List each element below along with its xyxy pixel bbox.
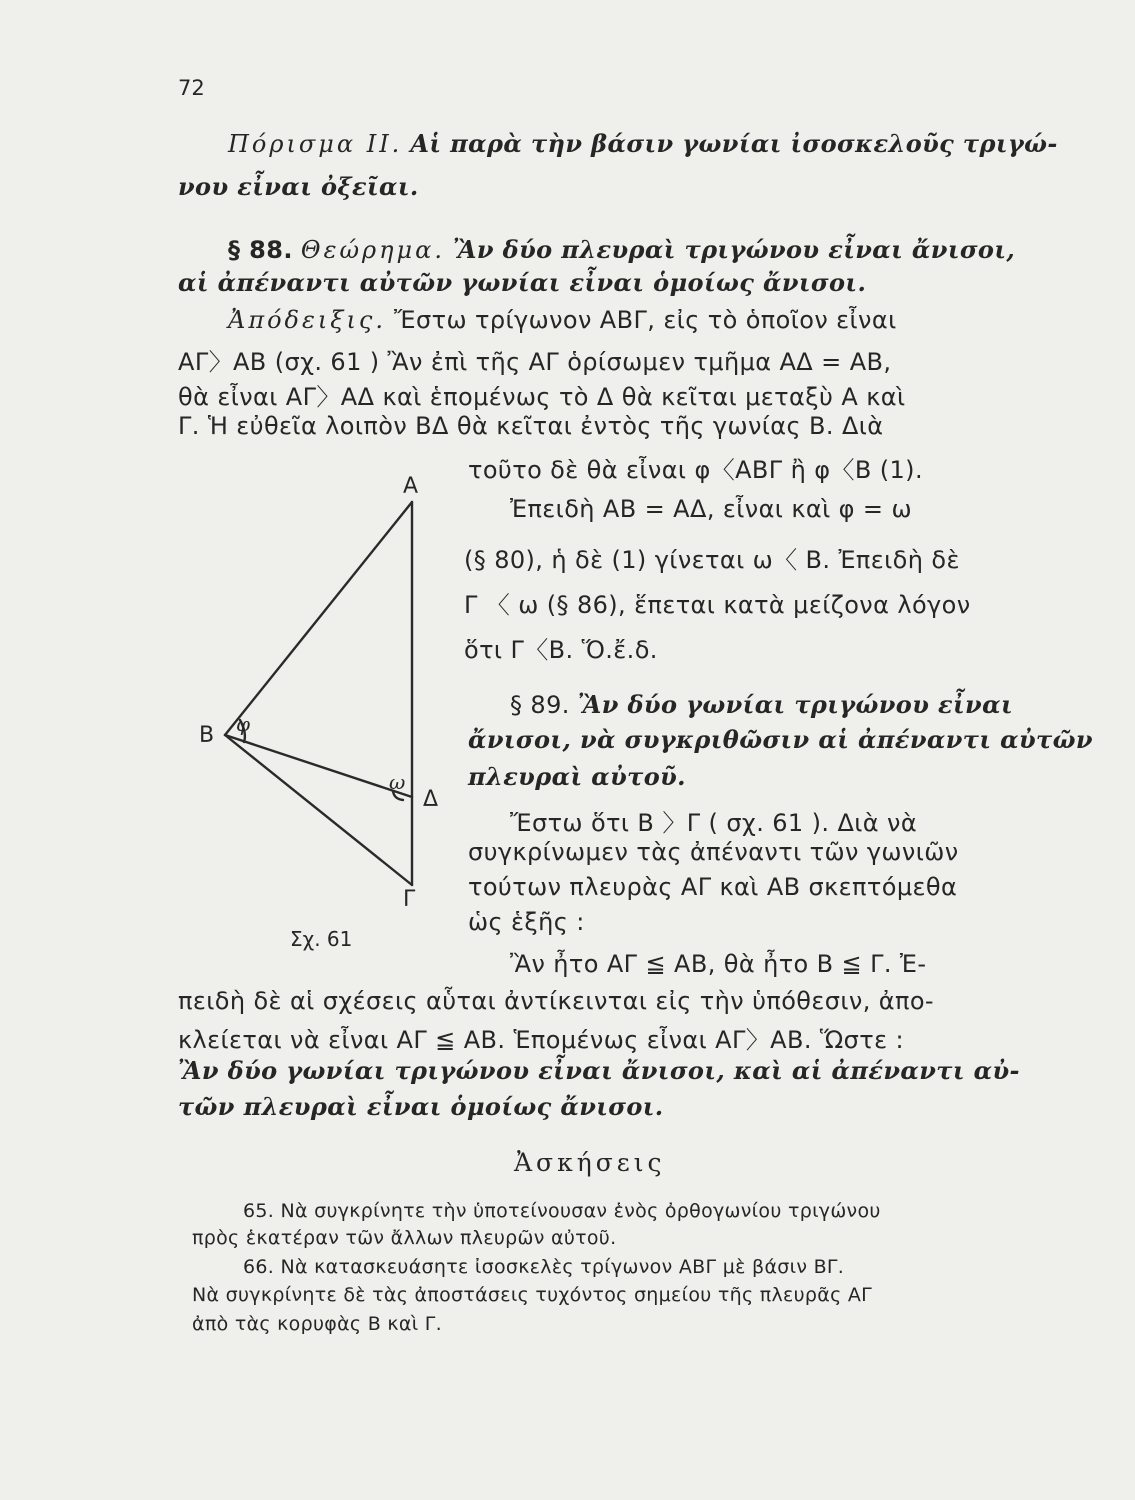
side-bg — [225, 735, 412, 885]
section-89-para-2: συγκρίνωμεν τὰς ἀπέναντι τῶν γωνιῶν — [468, 838, 959, 866]
proof-line-8: Γ 〈 ω (§ 86), ἕπεται κατὰ μείζονα λόγον — [464, 591, 971, 619]
section-89-para-5: Ἂν ἦτο ΑΓ ≦ ΑΒ, θὰ ἦτο Β ≦ Γ. Ἐ- — [510, 950, 927, 978]
section-89-para-1: Ἔστω ὅτι Β 〉Γ ( σχ. 61 ). Διὰ νὰ — [510, 809, 918, 837]
section-89-text: Ἂν δύο γωνίαι τριγώνου εἶναι — [577, 690, 1013, 719]
figure-caption: Σχ. 61 — [290, 927, 353, 951]
proof-line-2: ΑΓ〉ΑΒ (σχ. 61 ) Ἂν ἐπὶ τῆς ΑΓ ὁρίσωμεν τμῆμα ΑΔ = ΑΒ, — [178, 348, 892, 376]
section-89-para-6: πειδὴ δὲ αἱ σχέσεις αὗται ἀντίκεινται εἰς τὴν ὑπόθεσιν, ἀπο- — [178, 987, 934, 1015]
page-number: 72 — [178, 76, 205, 100]
section-89-line-3: πλευραὶ αὐτοῦ. — [468, 762, 686, 791]
segment-bd — [225, 735, 412, 797]
conclusion-line-2: τῶν πλευραὶ εἶναι ὁμοίως ἄνισοι. — [178, 1092, 664, 1121]
section-89-para-3: τούτων πλευρὰς ΑΓ καὶ ΑΒ σκεπτόμεθα — [468, 873, 958, 901]
section-89-number: § 89. — [510, 691, 570, 719]
proof-line-7: (§ 80), ἡ δὲ (1) γίνεται ω〈 Β. Ἐπειδὴ δὲ — [464, 546, 960, 574]
proof-line-4: Γ. Ἡ εὐθεῖα λοιπὸν ΒΔ θὰ κεῖται ἐντὸς τῆς γωνίας Β. Διὰ — [178, 412, 884, 440]
proof-line-3: θὰ εἶναι ΑΓ〉ΑΔ καὶ ἑπομένως τὸ Δ θὰ κεῖται μεταξὺ Α καὶ — [178, 383, 906, 411]
exercise-66-line-3: ἀπὸ τὰς κορυφὰς Β καὶ Γ. — [192, 1313, 442, 1335]
section-89-para-4: ὡς ἑξῆς : — [468, 908, 585, 936]
label-d: Δ — [423, 787, 439, 812]
porisma-text: Αἱ παρὰ τὴν βάσιν γωνίαι ἰσοσκελοῦς τριγώ- — [410, 129, 1058, 158]
porisma-label: Πόρισμα ΙΙ. — [228, 130, 403, 158]
porisma-line-2: νου εἶναι ὀξεῖαι. — [178, 172, 419, 201]
proof-line-6: Ἐπειδὴ ΑΒ = ΑΔ, εἶναι καὶ φ = ω — [510, 495, 912, 523]
proof-line-9: ὅτι Γ〈Β. Ὅ.ἔ.δ. — [464, 636, 658, 664]
label-phi: φ — [236, 712, 251, 736]
label-b: Β — [199, 723, 215, 748]
exercise-66-line-1: 66. Νὰ κατασκευάσητε ἰσοσκελὲς τρίγωνον ΑΒΓ μὲ βάσιν ΒΓ. — [243, 1256, 845, 1278]
side-ab — [225, 502, 412, 735]
theorem-label: Θεώρημα. — [300, 236, 445, 264]
label-omega: ω — [389, 770, 406, 794]
exercise-65-line-2: πρὸς ἑκατέραν τῶν ἄλλων πλευρῶν αὐτοῦ. — [192, 1227, 617, 1249]
proof-text-1: Ἔστω τρίγωνον ΑΒΓ, εἰς τὸ ὁποῖον εἶναι — [394, 306, 897, 334]
proof-line-5: τοῦτο δὲ θὰ εἶναι φ〈ΑΒΓ ἢ φ〈Β (1). — [468, 456, 923, 484]
exercise-66-line-2: Νὰ συγκρίνητε δὲ τὰς ἀποστάσεις τυχόντος σημείου τῆς πλευρᾶς ΑΓ — [192, 1284, 873, 1306]
proof-label: Ἀπόδειξις. — [228, 306, 386, 334]
section-89-line-2: ἄνισοι, νὰ συγκριθῶσιν αἱ ἀπέναντι αὐτῶν — [468, 725, 1093, 754]
label-a: Α — [403, 474, 419, 499]
conclusion-line-1: Ἂν δύο γωνίαι τριγώνου εἶναι ἄνισοι, καὶ αἱ ἀπέναντι αὐ- — [178, 1056, 1020, 1085]
exercises-heading: Ἀσκήσεις — [514, 1148, 666, 1177]
section-89-para-7: κλείεται νὰ εἶναι ΑΓ ≦ ΑΒ. Ἑπομένως εἶναι ΑΓ〉ΑΒ. Ὥστε : — [178, 1026, 904, 1054]
label-g: Γ — [403, 887, 416, 912]
theorem-88-text: Ἂν δύο πλευραὶ τριγώνου εἶναι ἄνισοι, — [452, 235, 1016, 264]
theorem-88-line-2: αἱ ἀπέναντι αὐτῶν γωνίαι εἶναι ὁμοίως ἄνισοι. — [178, 268, 867, 297]
section-88-number: § 88. — [228, 236, 293, 264]
exercise-65-line-1: 65. Νὰ συγκρίνητε τὴν ὑποτείνουσαν ἑνὸς ὀρθογωνίου τριγώνου — [243, 1200, 881, 1222]
